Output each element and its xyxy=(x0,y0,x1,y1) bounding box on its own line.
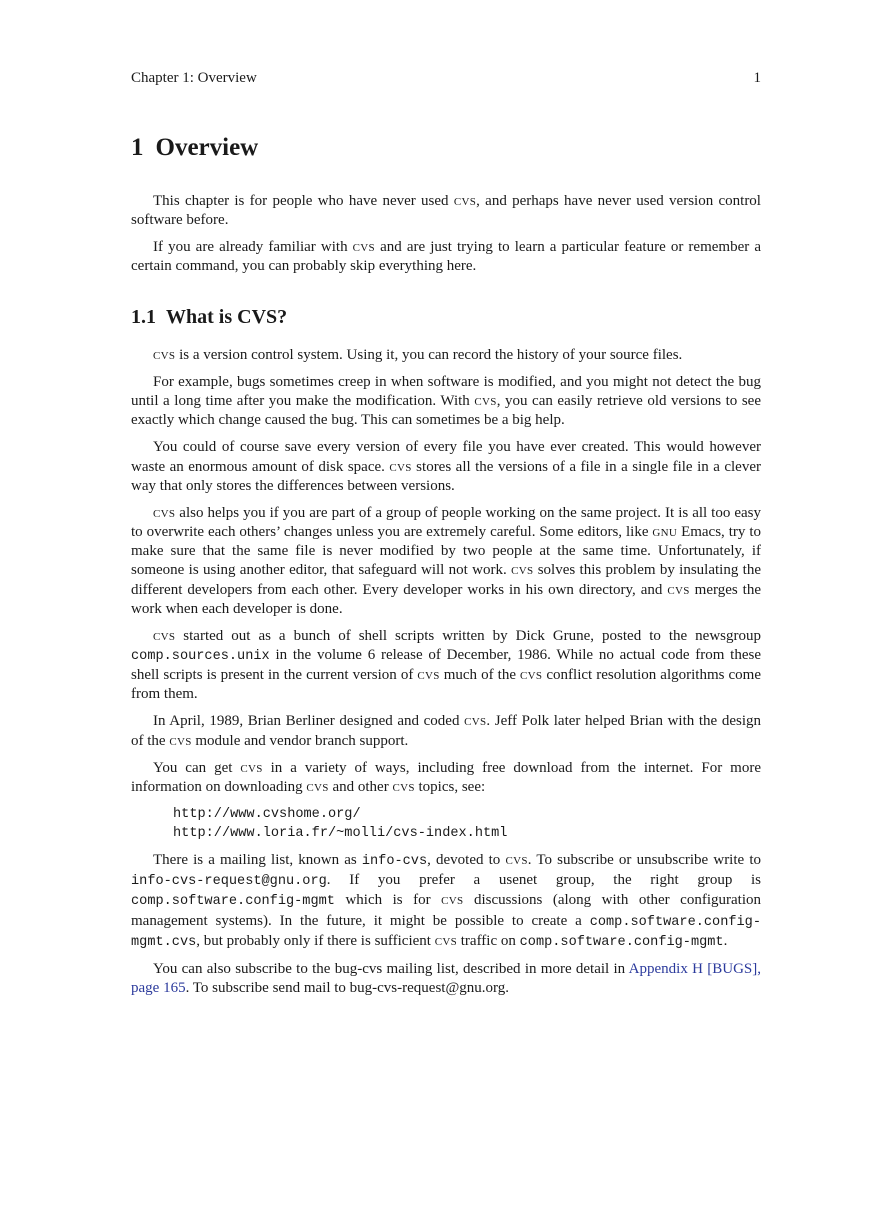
section-number: 1.1 xyxy=(131,306,156,328)
section-body xyxy=(131,346,761,1006)
section-title: What is CVS? xyxy=(166,306,288,328)
paragraph: cvs is a version control system. Using it, you can record the history of your source files. xyxy=(153,347,683,363)
paragraph: You can also subscribe to the bug-cvs mailing list, described in more detail in Appendix H [BUGS], page 165. To subscribe send mail to bug-cvs-request@gnu.org. xyxy=(131,960,761,997)
chapter-heading xyxy=(131,132,258,164)
running-header-chapter: Chapter 1: Overview xyxy=(131,70,257,86)
section-heading xyxy=(131,304,287,330)
paragraph: You can get cvs in a variety of ways, including free download from the internet. For more information on downloading cvs and other cvs topics, see: xyxy=(131,759,761,795)
chapter-title: Overview xyxy=(155,134,259,161)
paragraph: cvs started out as a bunch of shell scripts written by Dick Grune, posted to the newsgroup comp.sources.unix in the volume 6 release of December, 1986. While no actual code from these shell scripts is present in the current version of cvs much of the cvs conflict resolution algorithms come from them. xyxy=(131,627,761,703)
paragraph: If you are already familiar with cvs and are just trying to learn a particular feature or remember a certain command, you can probably skip everything here. xyxy=(131,239,761,275)
paragraph: This chapter is for people who have never used cvs, and perhaps have never used version control software before. xyxy=(131,193,761,229)
paragraph: There is a mailing list, known as info-cvs, devoted to cvs. To subscribe or unsubscribe write to info-cvs-request@gnu.org. If you prefer a usenet group, the right group is comp.software.config-mgmt which is for cvs discussions (along with other configuration management systems). In the future, it might be possible to create a comp.software.config-mgmt.cvs, but probably only if there is sufficient cvs traffic on comp.software.config-mgmt. xyxy=(131,852,761,950)
url-loria: http://www.loria.fr/~molli/cvs-index.html xyxy=(173,826,508,842)
url-example xyxy=(173,805,761,843)
chapter-number: 1 xyxy=(131,134,144,161)
page-number: 1 xyxy=(753,70,761,86)
appendix-h-link[interactable]: Appendix H [BUGS], page 165 xyxy=(131,960,761,997)
paragraph: For example, bugs sometimes creep in when software is modified, and you might not detect the bug until a long time after you make the modification. With cvs, you can easily retrieve old versions to see exactly which change caused the bug. This can sometimes be a big help. xyxy=(131,374,761,429)
paragraph: cvs also helps you if you are part of a group of people working on the same project. It is all too easy to overwrite each others’ changes unless you are extremely careful. Some editors, like gnu Emacs, try to make sure that the same file is never modified by two people at the same time. Unfortunately, if someone is using another editor, that safeguard will not work. cvs solves this problem by insulating the different developers from each other. Every developer works in his own directory, and cvs merges the work when each developer is done. xyxy=(131,504,761,617)
intro-block xyxy=(131,192,761,284)
paragraph: In April, 1989, Brian Berliner designed and coded cvs. Jeff Polk later helped Brian with the design of the cvs module and vendor branch support. xyxy=(131,713,761,749)
url-cvshome: http://www.cvshome.org/ xyxy=(173,806,361,822)
paragraph: You could of course save every version of every file you have ever created. This would however waste an enormous amount of disk space. cvs stores all the versions of a file in a single file in a clever way that only stores the differences between versions. xyxy=(131,439,761,494)
